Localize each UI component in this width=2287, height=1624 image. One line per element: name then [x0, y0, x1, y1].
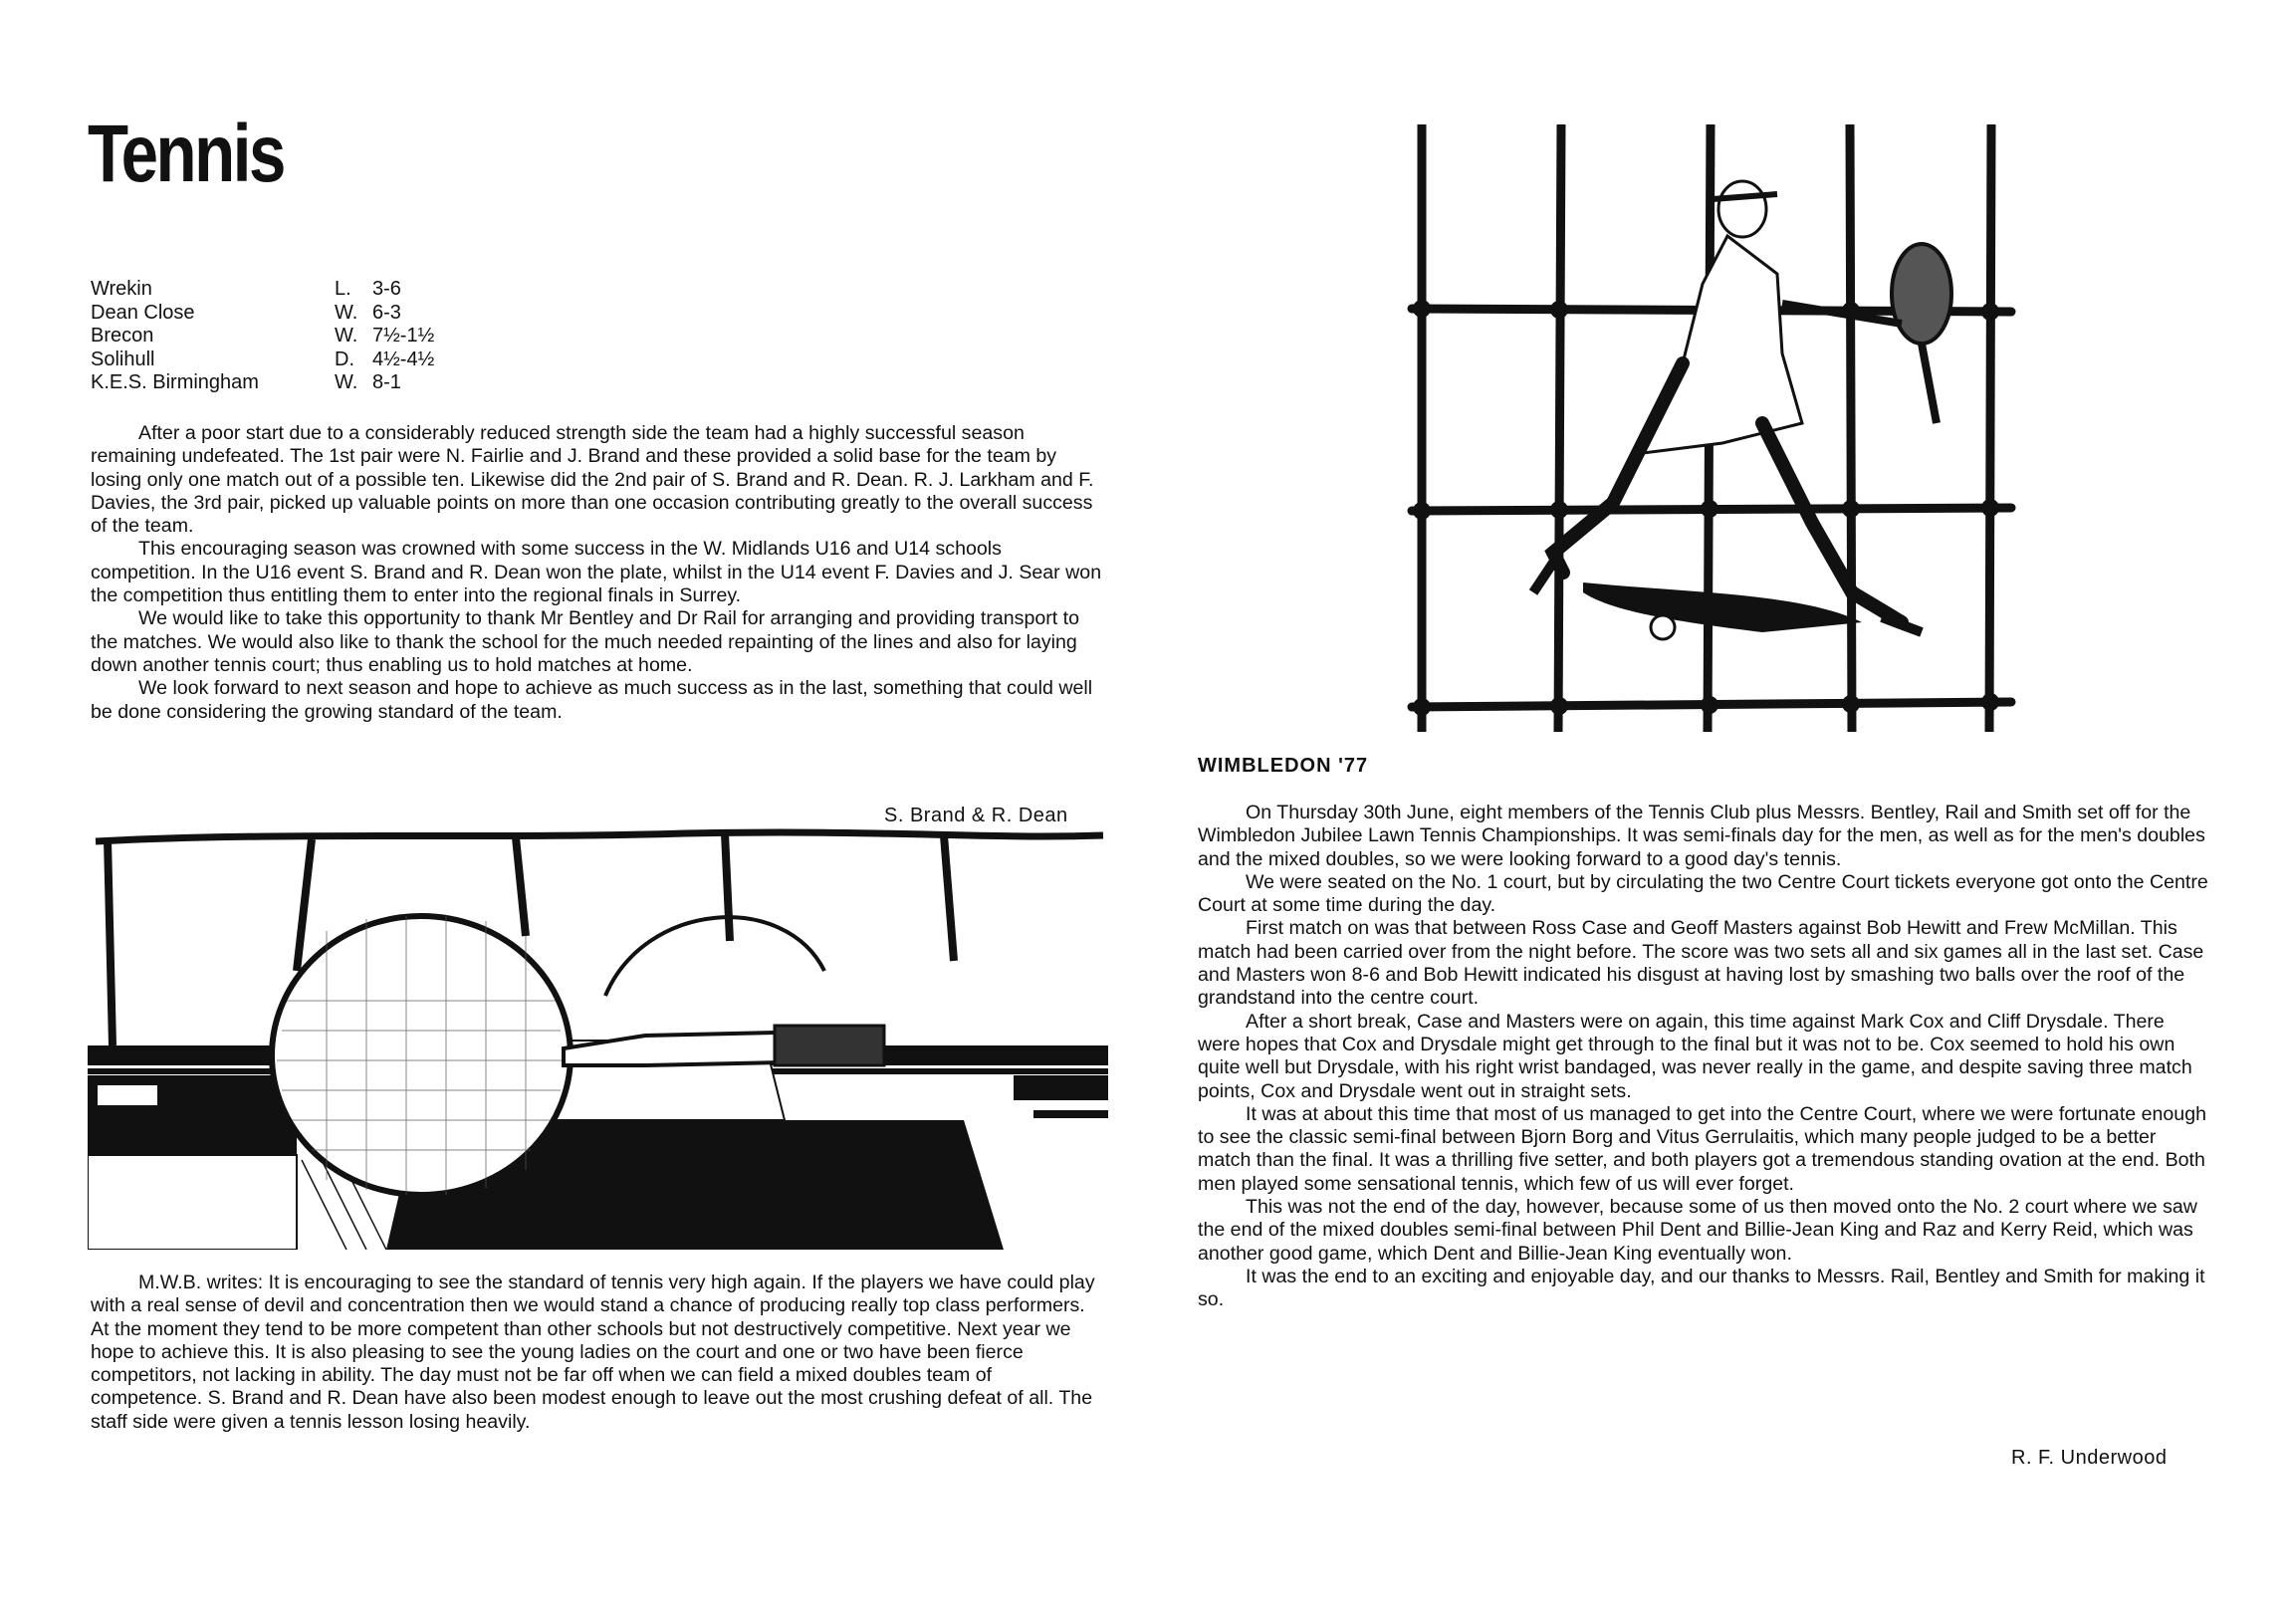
- results-team: Solihull: [91, 348, 155, 370]
- wimbledon-paragraph: [1198, 1011, 2208, 1103]
- results-score: 8-1: [372, 371, 401, 393]
- wimbledon-paragraph-text: This was not the end of the day, however, because some of us then moved onto the No. 2 court where we saw the end of the mixed doubles semi-final between Phil Dent and Billie-Jean King and Raz and Kerry Reid, which was another good game, which Dent and Billie-Jean King eventually won.: [1198, 1196, 2197, 1265]
- results-outcome: W.: [335, 301, 358, 324]
- page-title: Tennis: [88, 109, 284, 199]
- results-row: [91, 325, 434, 348]
- results-table: [91, 278, 434, 395]
- wimbledon-heading: WIMBLEDON '77: [1198, 755, 1369, 777]
- report-paragraph: [91, 677, 1106, 724]
- wimbledon-paragraph: [1198, 1103, 2208, 1196]
- results-score: 7½-1½: [372, 325, 435, 347]
- wimbledon-paragraph: [1198, 1196, 2208, 1266]
- wimbledon-paragraph-text: It was the end to an exciting and enjoyable day, and our thanks to Messrs. Rail, Bentley and Smith for making it so.: [1198, 1265, 2205, 1311]
- results-team: Wrekin: [91, 278, 152, 300]
- results-team: Dean Close: [91, 301, 195, 324]
- racket-net-illustration: [88, 821, 1108, 1250]
- report-paragraph: [91, 422, 1106, 538]
- mwb-comment: [91, 1272, 1106, 1434]
- wimbledon-paragraph-text: It was at about this time that most of us managed to get into the Centre Court, where we were fortunate enough to see the classic semi-final between Bjorn Borg and Vitus Gerrulaitis, which many people judged to be a better match than the final. It was a thrilling five setter, and both players got a tremendous standing ovation at the end. Both men played some sensational tennis, which few of us will ever forget.: [1198, 1102, 2206, 1195]
- results-row: [91, 348, 434, 372]
- report-paragraph-text: After a poor start due to a considerably reduced strength side the team had a highly successful season remaining undefeated. The 1st pair were N. Fairlie and J. Brand and these provided a solid base for the team by losing only one match out of a possible ten. Likewise did the 2nd pair of S. Brand and R. Dean. R. J. Larkham and F. Davies, the 3rd pair, picked up valuable points on more than one occasion contributing greatly to the overall success of the team.: [91, 422, 1094, 538]
- mwb-paragraph: [91, 1272, 1106, 1434]
- player-net-illustration: [1384, 124, 2021, 732]
- report-paragraph-text: We would like to take this opportunity to thank Mr Bentley and Dr Rail for arranging and providing transport to the matches. We would also like to thank the school for the much needed repainting of the lines and also for laying down another tennis court; thus enabling us to hold matches at home.: [91, 607, 1079, 676]
- results-row: [91, 278, 434, 302]
- wimbledon-paragraph-text: On Thursday 30th June, eight members of the Tennis Club plus Messrs. Bentley, Rail and Smith set off for the Wimbledon Jubilee Lawn Tennis Championships. It was semi-finals day for the men, as well as for the men's doubles and the mixed doubles, so we were looking forward to a good day's tennis.: [1198, 802, 2205, 870]
- report-paragraph-text: This encouraging season was crowned with some success in the W. Midlands U16 and U14 schools competition. In the U16 event S. Brand and R. Dean won the plate, whilst in the U14 event F. Davies and J. Sear won the competition thus entitling them to enter into the regional finals in Surrey.: [91, 538, 1102, 607]
- wimbledon-paragraph-text: First match on was that between Ross Case and Geoff Masters against Bob Hewitt and Frew McMillan. This match had been carried over from the night before. The score was two sets all and six games all in the last set. Case and Masters won 8-6 and Bob Hewitt indicated his disgust at having lost by smashing two balls over the roof of the grandstand into the centre court.: [1198, 917, 2204, 1010]
- results-score: 4½-4½: [372, 348, 435, 370]
- results-score: 3-6: [372, 278, 401, 300]
- wimbledon-signature: R. F. Underwood: [2011, 1447, 2168, 1469]
- report-paragraph-text: We look forward to next season and hope to achieve as much success as in the last, something that could well be done considering the growing standard of the team.: [91, 677, 1093, 723]
- results-outcome: D.: [335, 348, 354, 370]
- wimbledon-paragraph: [1198, 802, 2208, 871]
- mwb-paragraph-text: M.W.B. writes: It is encouraging to see the standard of tennis very high again. If the players we have could play with a real sense of devil and concentration then we would stand a chance of producing really top class performers. At the moment they tend to be more competent than other schools but not destructively competitive. Next year we hope to achieve this. It is also pleasing to see the young ladies on the court and one or two have been fierce competitors, not lacking in ability. The day must not be far off when we can field a mixed doubles team of competence. S. Brand and R. Dean have also been modest enough to leave out the most crushing defeat of all. The staff side were given a tennis lesson losing heavily.: [91, 1272, 1095, 1433]
- report-signature: S. Brand & R. Dean: [884, 805, 1068, 826]
- wimbledon-paragraph: [1198, 1266, 2208, 1312]
- results-team: K.E.S. Birmingham: [91, 371, 259, 393]
- report-paragraph: [91, 538, 1106, 607]
- results-score: 6-3: [372, 301, 401, 324]
- results-outcome: W.: [335, 371, 358, 393]
- results-outcome: L.: [335, 278, 351, 300]
- wimbledon-paragraph: [1198, 917, 2208, 1010]
- wimbledon-paragraph-text: After a short break, Case and Masters were on again, this time against Mark Cox and Cliff Drysdale. There were hopes that Cox and Drysdale might get through to the final but it was not to be. Cox seemed to hold his own quite well but Drysdale, with his right wrist bandaged, was never really in the game, and despite saving three match points, Cox and Drysdale went out in straight sets.: [1198, 1010, 2192, 1102]
- wimbledon-paragraph-text: We were seated on the No. 1 court, but by circulating the two Centre Court tickets everyone got onto the Centre Court at some time during the day.: [1198, 870, 2208, 917]
- wimbledon-report: [1198, 802, 2208, 1312]
- wimbledon-paragraph: [1198, 871, 2208, 918]
- results-row: [91, 371, 434, 395]
- season-report: [91, 422, 1106, 724]
- results-row: [91, 302, 434, 326]
- results-outcome: W.: [335, 325, 358, 347]
- report-paragraph: [91, 607, 1106, 677]
- results-team: Brecon: [91, 325, 154, 347]
